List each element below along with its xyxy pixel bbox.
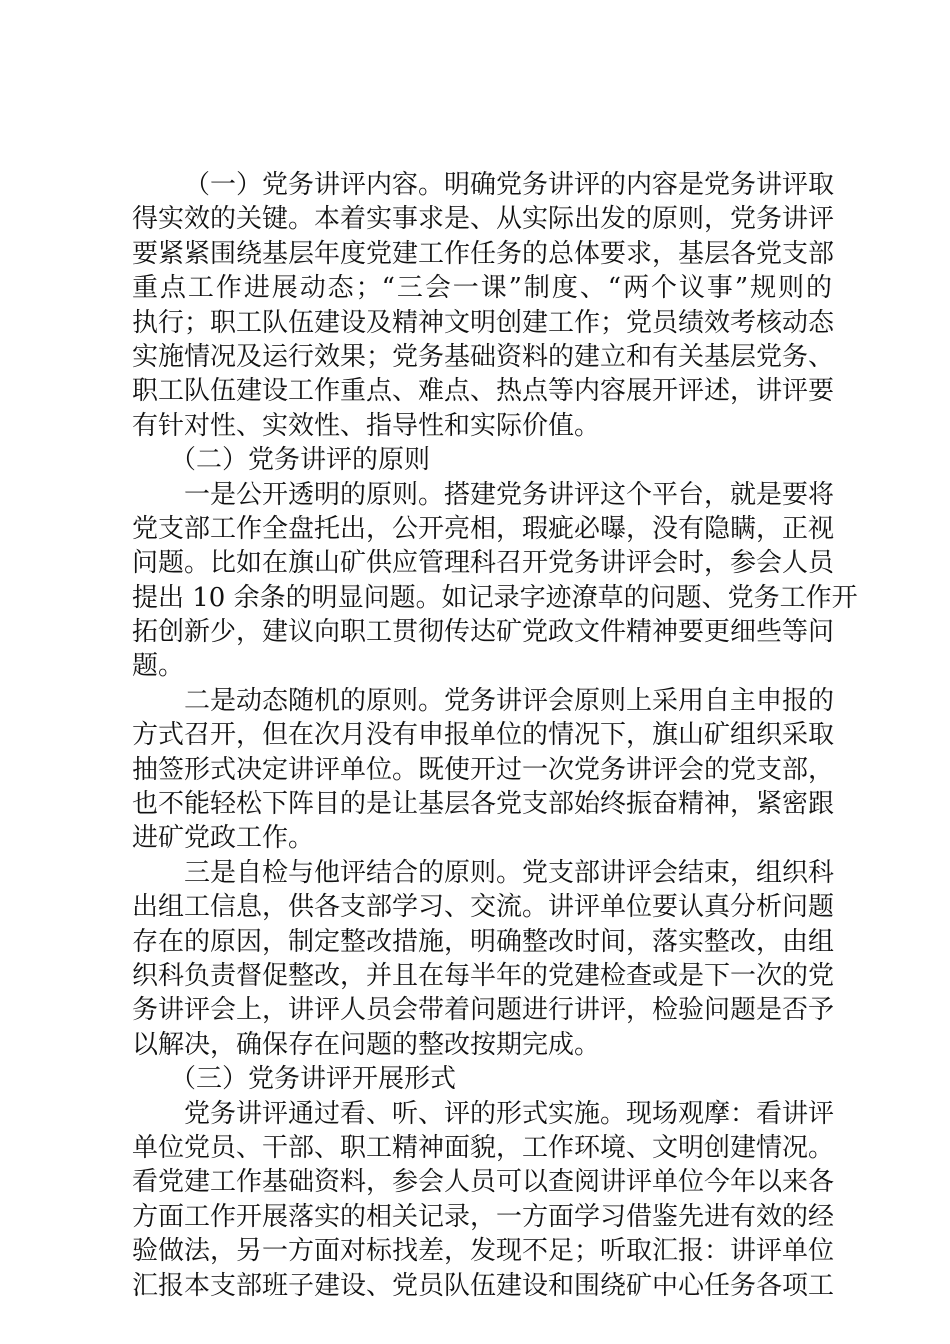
text-line: 题。 — [132, 651, 185, 682]
heading-line: （二）党务讲评的原则 — [170, 445, 431, 476]
section-heading — [132, 1062, 832, 1096]
text-line: 二是动态随机的原则。党务讲评会原则上采用自主申报的 — [184, 685, 835, 716]
paragraph-principle-dynamic — [132, 684, 835, 856]
text-line: 实施情况及运行效果；党务基础资料的建立和有关基层党务、 — [132, 341, 835, 372]
paragraph-principle-open — [132, 478, 858, 684]
text-line: 职工队伍建设工作重点、难点、热点等内容展开评述，讲评要 — [132, 376, 835, 407]
text-line: 一是公开透明的原则。搭建党务讲评这个平台，就是要将 — [184, 479, 835, 510]
text-line: 党务讲评通过看、听、评的形式实施。现场观摩：看讲评 — [184, 1098, 835, 1129]
text-line: 党支部工作全盘托出，公开亮相，瑕疵必曝，没有隐瞒，正视 — [132, 513, 835, 544]
text-line: 以解决，确保存在问题的整改按期完成。 — [132, 1029, 601, 1060]
text-line: 得实效的关键。本着实事求是、从实际出发的原则，党务讲评 — [132, 204, 835, 235]
text-line: 验做法，另一方面对标找差，发现不足；听取汇报：讲评单位 — [132, 1236, 835, 1267]
section-heading — [132, 443, 832, 477]
document-page — [132, 168, 858, 1303]
text-line: （一）党务讲评内容。明确党务讲评的内容是党务讲评取 — [184, 170, 835, 200]
text-line: 方面工作开展落实的相关记录，一方面学习借鉴先进有效的经 — [132, 1201, 835, 1232]
text-line: 进矿党政工作。 — [132, 823, 315, 854]
text-line: 抽签形式决定讲评单位。既使开过一次党务讲评会的党支部， — [132, 754, 835, 785]
paragraph-content — [132, 168, 835, 443]
text-line: 务讲评会上，讲评人员会带着问题进行讲评，检验问题是否予 — [132, 995, 835, 1026]
text-line: 重点工作进展动态；“三会一课”制度、“两个议事”规则的 — [132, 273, 832, 304]
text-line: 也不能轻松下阵目的是让基层各党支部始终振奋精神，紧密跟 — [132, 789, 835, 820]
text-line: 单位党员、干部、职工精神面貌，工作环境、文明创建情况。 — [132, 1132, 835, 1163]
paragraph-form — [132, 1097, 835, 1303]
text-line: 要紧紧围绕基层年度党建工作任务的总体要求，基层各党支部 — [132, 238, 835, 269]
text-line: 执行；职工队伍建设及精神文明创建工作；党员绩效考核动态 — [132, 307, 835, 338]
text-line: 方式召开，但在次月没有申报单位的情况下，旗山矿组织采取 — [132, 720, 835, 751]
text-line: 问题。比如在旗山矿供应管理科召开党务讲评会时，参会人员 — [132, 548, 835, 579]
text-line: 拓创新少，建议向职工贯彻传达矿党政文件精神要更细些等问 — [132, 617, 835, 648]
text-line: 织科负责督促整改，并且在每半年的党建检查或是下一次的党 — [132, 960, 835, 991]
text-line: 存在的原因，制定整改措施，明确整改时间，落实整改，由组 — [132, 926, 835, 957]
paragraph-principle-review — [132, 856, 835, 1062]
text-line: 三是自检与他评结合的原则。党支部讲评会结束，组织科 — [184, 857, 835, 888]
text-line: 提出 10 余条的明显问题。如记录字迹潦草的问题、党务工作开 — [132, 582, 858, 613]
text-line: 出组工信息，供各支部学习、交流。讲评单位要认真分析问题 — [132, 892, 835, 923]
text-line: 汇报本支部班子建设、党员队伍建设和围绕矿中心任务各项工 — [132, 1270, 835, 1301]
heading-line: （三）党务讲评开展形式 — [170, 1064, 457, 1095]
text-line: 看党建工作基础资料，参会人员可以查阅讲评单位今年以来各 — [132, 1167, 835, 1198]
text-line: 有针对性、实效性、指导性和实际价值。 — [132, 410, 601, 441]
